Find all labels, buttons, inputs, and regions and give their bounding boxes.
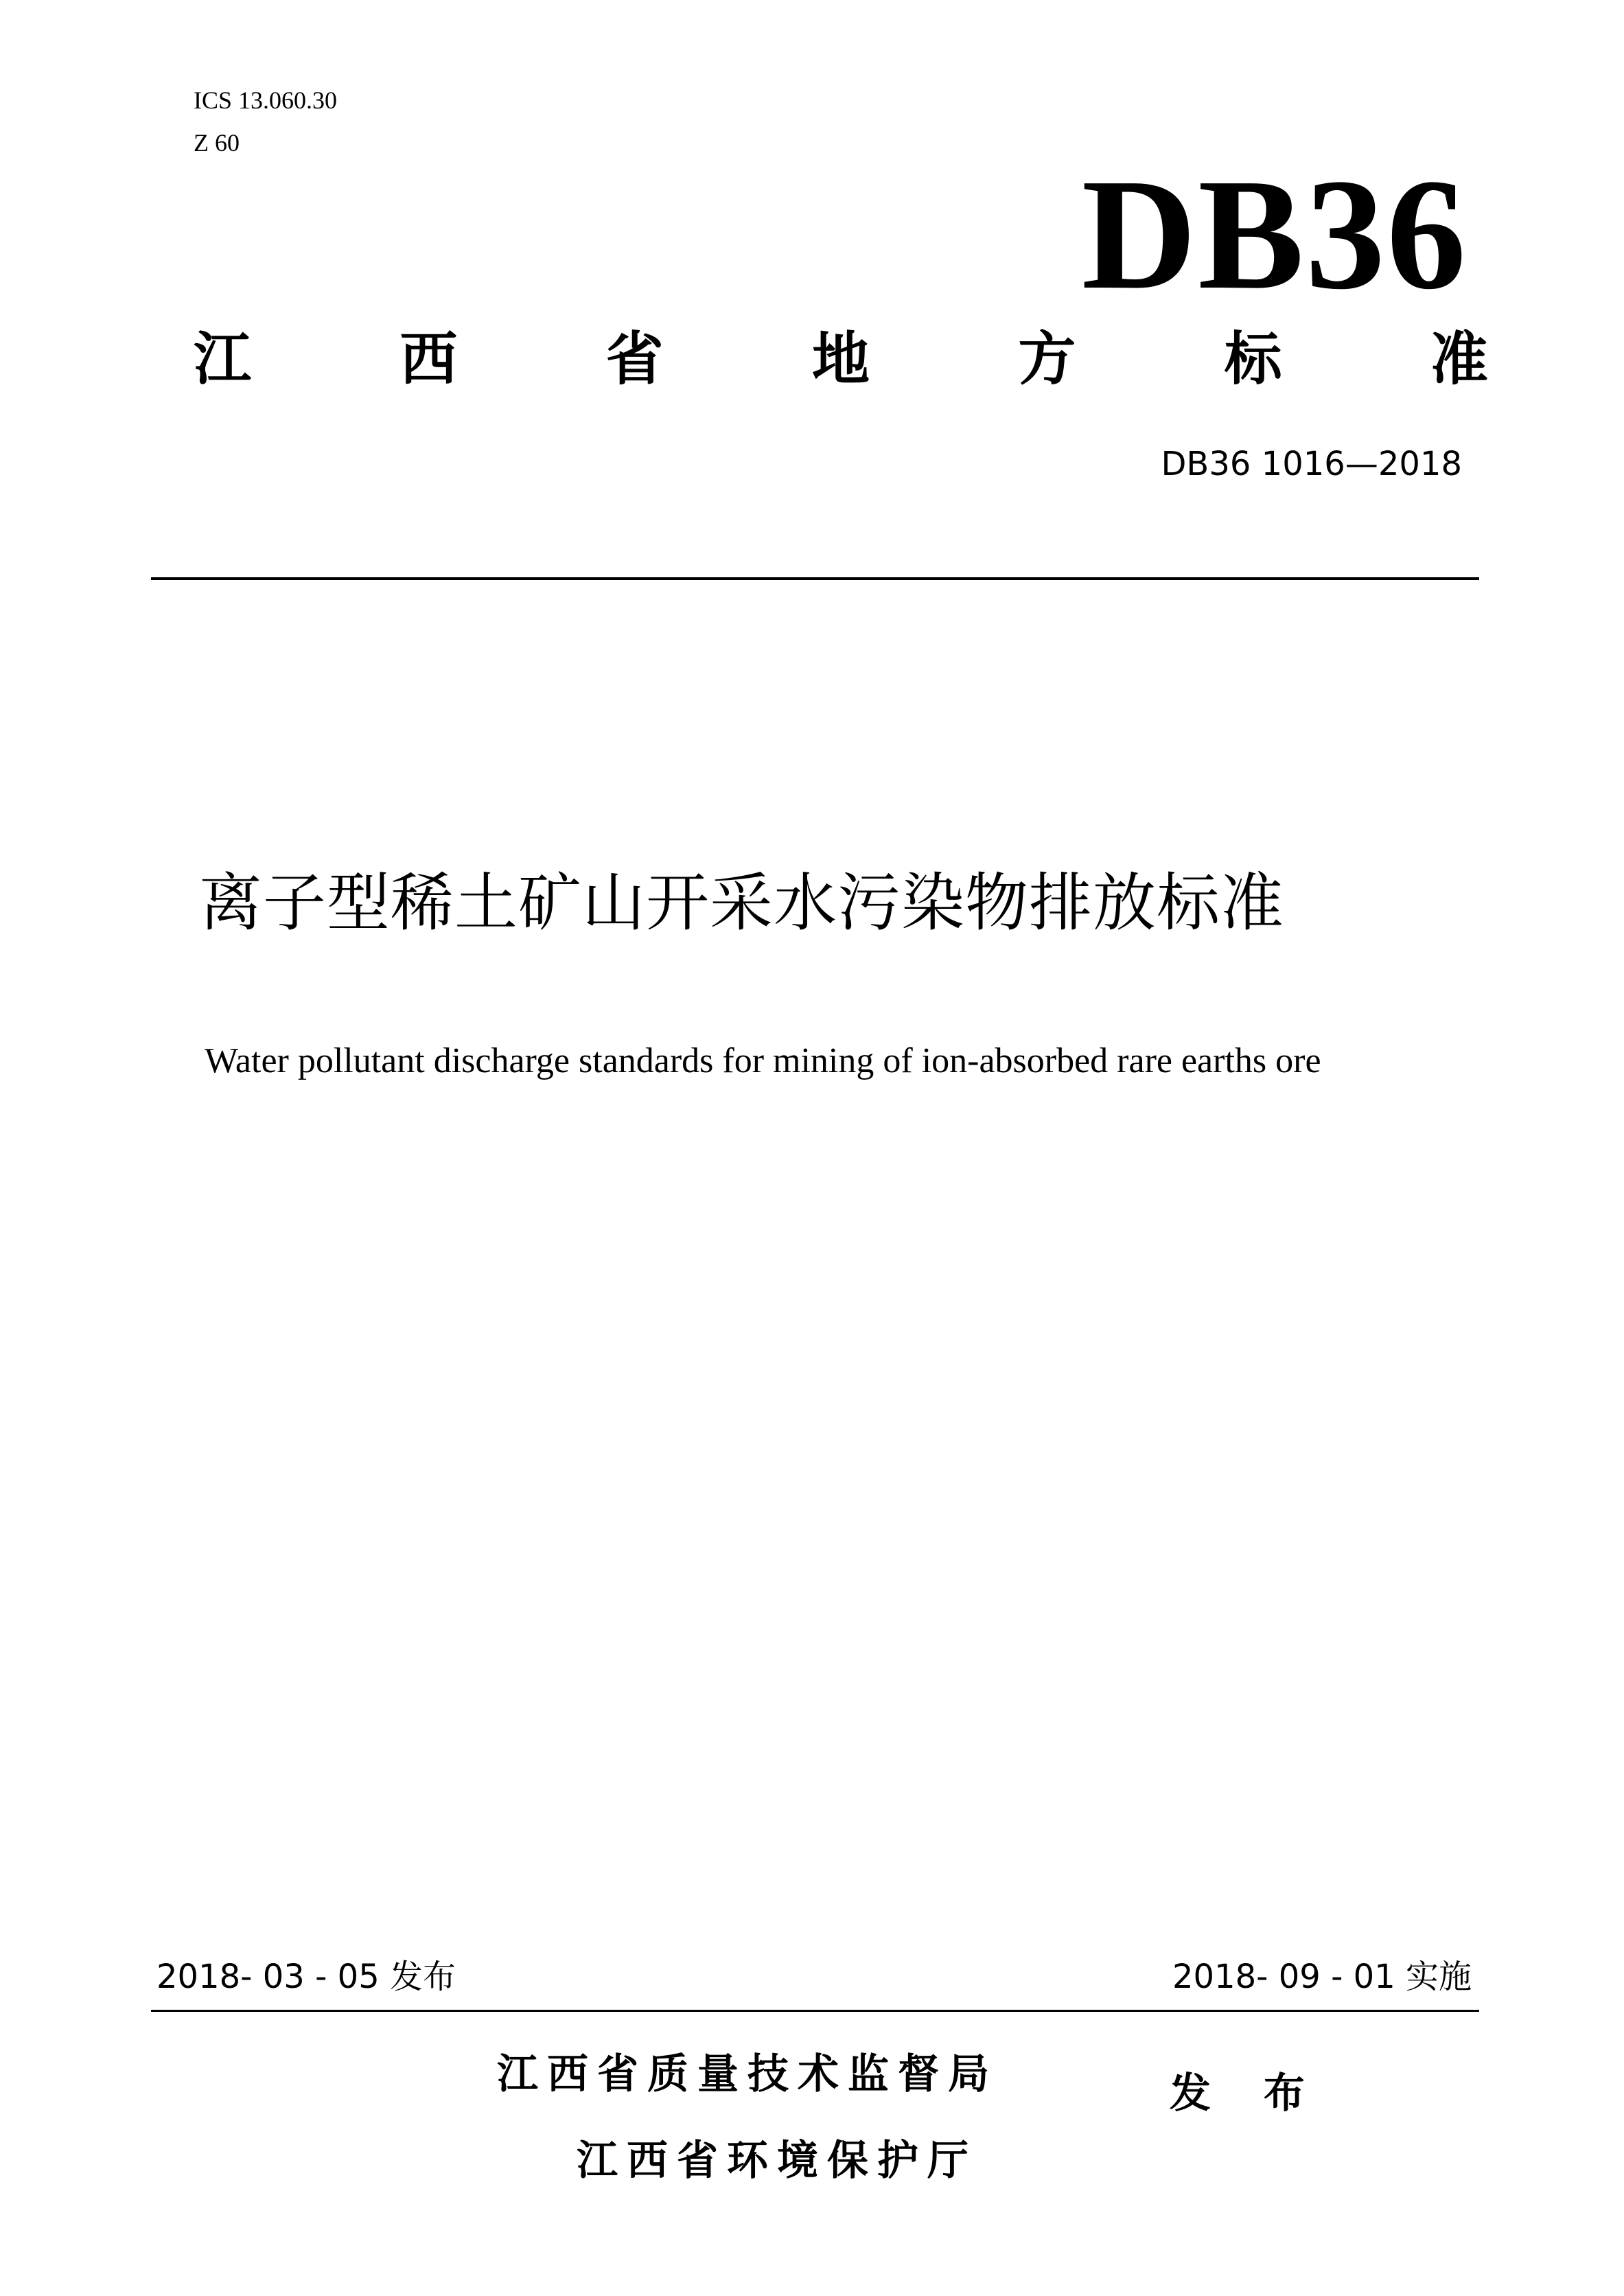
bottom-divider	[151, 2010, 1479, 2012]
title-english: Water pollutant discharge standards for mining of ion-absorbed rare earths ore	[205, 1041, 1321, 1080]
db-mark: DB36	[1081, 146, 1468, 323]
standard-type-char: 标	[1224, 325, 1282, 393]
issuer-action: 发 布	[1170, 2069, 1324, 2118]
issuer-quality-bureau: 江西省质量技术监督局	[497, 2050, 998, 2098]
standard-type-char: 地	[811, 325, 870, 393]
standard-type-char: 西	[399, 325, 458, 393]
ics-code: ICS 13.060.30	[194, 86, 338, 114]
title-chinese: 离子型稀土矿山开采水污染物排放标准	[199, 866, 1285, 940]
standard-type-char: 江	[194, 325, 252, 393]
standard-type-heading	[194, 321, 1488, 397]
classification-code: Z 60	[194, 129, 240, 156]
standard-type-char: 准	[1430, 325, 1488, 393]
standard-type-char: 省	[605, 325, 664, 393]
issuer-environment-department: 江西省环境保护厅	[577, 2137, 977, 2185]
top-divider	[151, 577, 1479, 580]
standard-type-char: 方	[1018, 325, 1076, 393]
effective-date: 2018- 09 - 01 实施	[1172, 1958, 1472, 1996]
issue-date: 2018- 03 - 05 发布	[156, 1958, 456, 1996]
standard-number: DB36 1016—2018	[1161, 445, 1462, 483]
